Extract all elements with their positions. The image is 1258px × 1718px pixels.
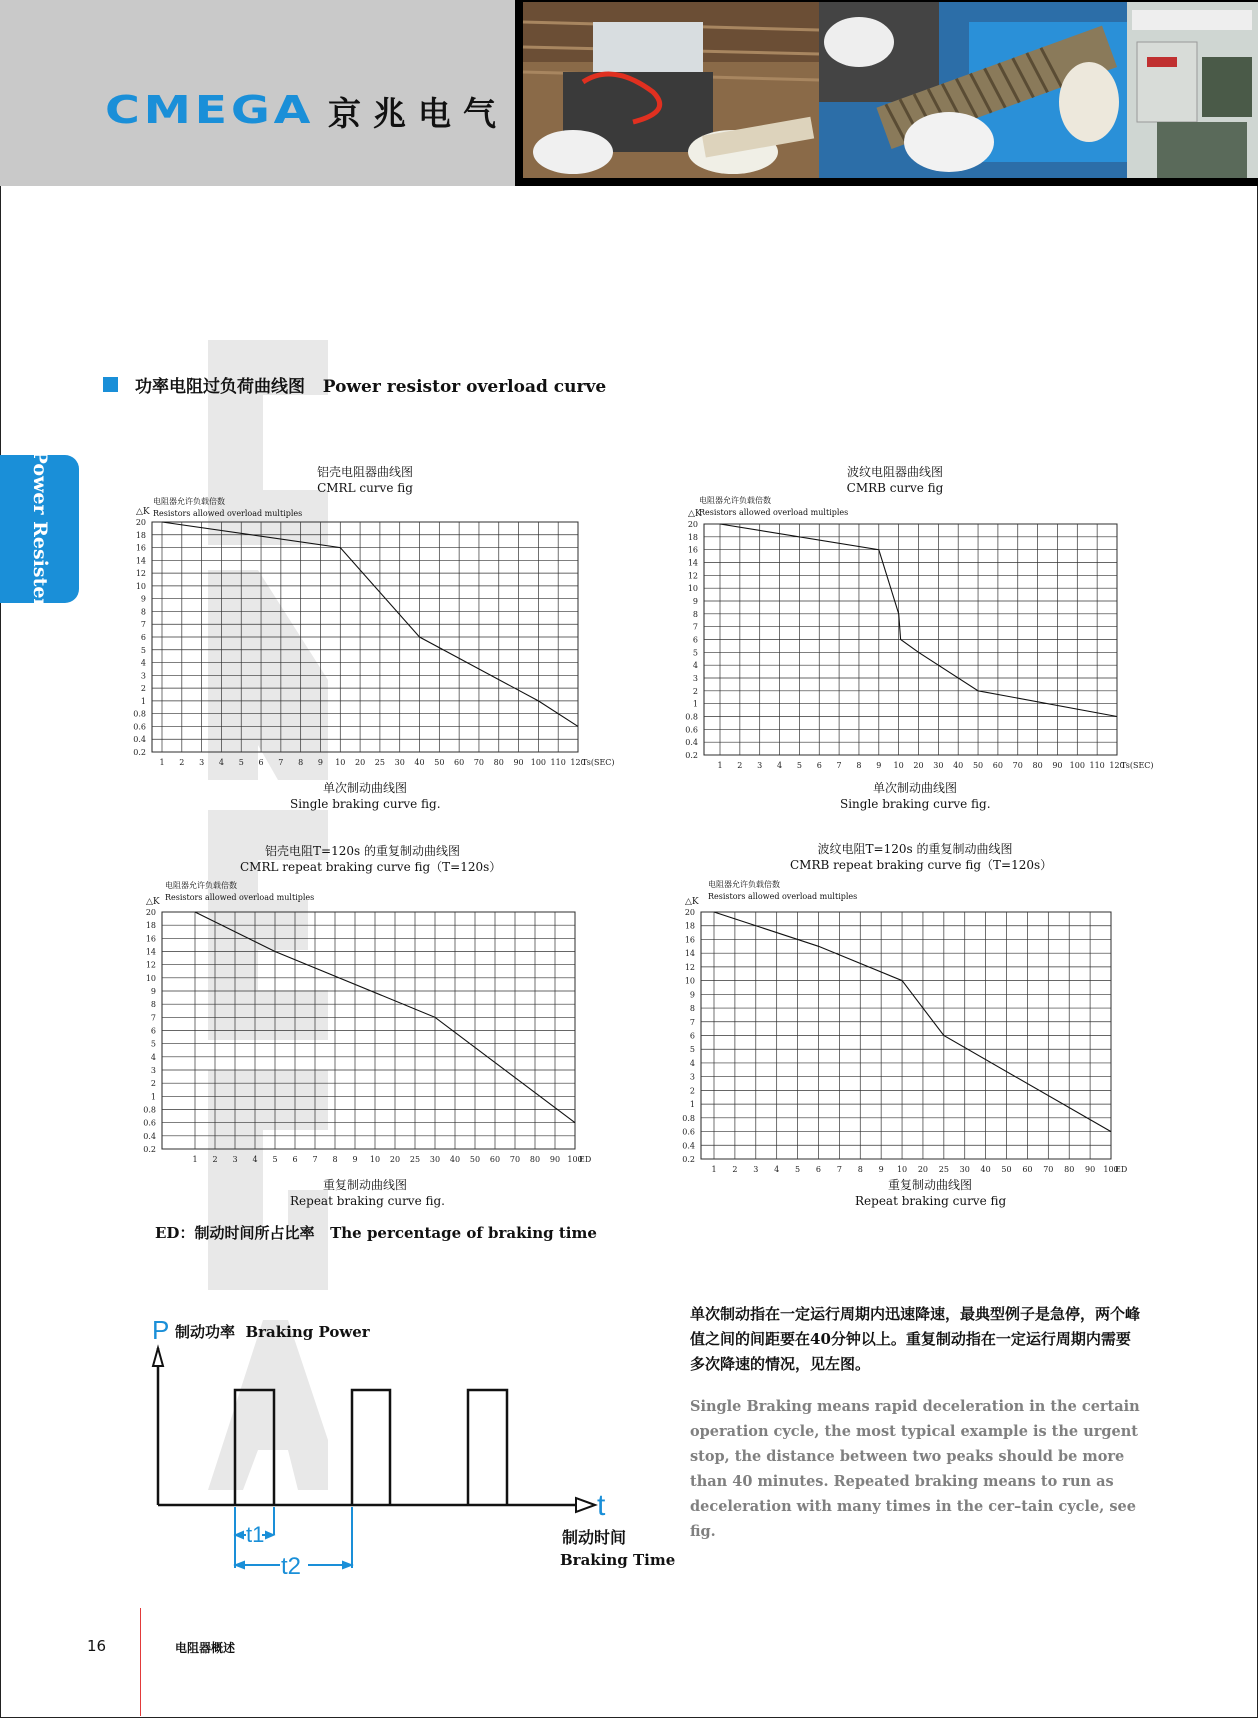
chart-4-cmrb-repeat [678,898,1153,1178]
side-tab [0,449,79,609]
braking-time-cn: 制动时间 [562,1528,627,1547]
chart-1-title: 铝壳电阻器曲线图 [316,465,413,479]
x-tick-label: 30 [394,758,405,767]
x-tick-label: 60 [1022,1165,1033,1174]
y-tick-label: 8 [689,1004,695,1014]
chart-4-title-block [790,841,1053,873]
x-tick-label: 7 [836,761,842,770]
header-banner [0,0,1258,186]
x-tick-label: 110 [1089,761,1105,770]
y-tick-label: 5 [689,1045,695,1055]
description-cn: 单次制动指在一定运行周期内迅速降速，最典型例子是急停，两个峰值之间的间距要在40分钟以上。重复制动指在一定运行周期内需要多次降速的情况，见左图。 [690,1305,1141,1373]
x-tick-label: 30 [933,761,944,770]
chart-3-title-block [240,843,502,875]
x-tick-label: 9 [876,761,882,770]
x-tick-label: 90 [1085,1165,1096,1174]
factory-assembly-photo [523,2,819,178]
y-tick-label: 0.6 [685,725,698,735]
x-tick-label: 8 [856,761,862,770]
x-tick-label: 100 [1069,761,1085,770]
chart-1-plot [133,507,614,767]
x-tick-label: 50 [1001,1165,1012,1174]
chart-2-subtitle: CMRB curve fig [846,481,944,495]
x-tick-label: 60 [489,1155,501,1164]
y-tick-label: 4 [689,1058,695,1068]
y-tick-label: 5 [692,648,698,658]
x-tick-label: 70 [1012,761,1023,770]
y-tick-label: 8 [150,1000,156,1010]
y-tick-label: 0.2 [133,748,146,757]
ed-note: ED：制动时间所占比率 The percentage of braking time [155,1224,597,1242]
x-tick-label: 120 [570,758,586,767]
chart-1-caption-block [290,780,440,812]
y-tick-label: 4 [140,658,146,668]
x-tick-label: 5 [795,1165,801,1174]
y-tick-label: 9 [692,597,698,606]
chart-1-caption-cn: 单次制动曲线图 [322,781,407,795]
y-tick-label: 0.2 [682,1155,695,1164]
x-tick-label: 9 [878,1165,884,1174]
x-tick-label: 8 [332,1155,338,1164]
braking-power-label: 制动功率 Braking Power [175,1323,370,1341]
y-axis-symbol: △K [685,897,699,907]
y-tick-label: 9 [150,987,156,996]
x-tick-label: 8 [298,758,304,767]
chart-4-plot [682,897,1127,1174]
y-tick-label: 1 [689,1100,695,1110]
chart-3-ylabel: Resistors allowed overload multiples [165,893,315,902]
chart-1-ylabel: Resistors allowed overload multiples [153,509,303,518]
y-tick-label: 9 [689,990,695,1000]
x-tick-label: 5 [238,758,244,767]
x-tick-label: 4 [218,758,224,767]
chart-4-caption-cn: 重复制动曲线图 [887,1178,972,1192]
x-tick-label: 70 [1043,1165,1054,1174]
x-tick-label: 3 [232,1155,238,1164]
x-tick-label: 1 [159,758,165,767]
x-tick-label: 1 [717,761,723,770]
y-tick-label: 12 [687,571,698,581]
time-axis-letter: t [597,1489,606,1522]
y-tick-label: 20 [684,908,695,917]
braking-time-en: Braking Time [560,1551,676,1569]
x-tick-label: 30 [959,1165,970,1174]
x-tick-label: 20 [913,761,924,770]
x-tick-label: 6 [258,758,264,767]
x-tick-label: 1 [192,1155,198,1164]
y-axis-symbol: △K [136,507,150,517]
x-tick-label: 50 [972,761,984,770]
y-tick-label: 7 [692,622,698,632]
y-tick-label: 0.8 [133,709,146,719]
y-tick-label: 7 [140,620,146,630]
x-tick-label: 70 [473,758,485,767]
x-tick-label: 40 [449,1155,461,1164]
chart-3-title: 铝壳电阻T=120s 的重复制动曲线图 [265,844,460,858]
x-tick-label: 50 [469,1155,481,1164]
chart-1-title-block [300,464,430,496]
y-tick-label: 0.2 [685,751,698,760]
y-tick-label: 1 [692,699,698,709]
y-tick-label: 0.6 [143,1118,156,1128]
footer-section: 电阻器概述 [175,1641,236,1655]
chart-2-plot [685,509,1153,770]
x-tick-label: 7 [836,1165,842,1174]
x-tick-label: 2 [179,758,185,767]
x-tick-label: 8 [857,1165,863,1174]
x-tick-label: 90 [1052,761,1063,770]
x-tick-label: 4 [777,761,783,770]
y-tick-label: 3 [692,674,698,683]
y-tick-label: 9 [140,594,146,604]
x-tick-label: 1 [711,1165,717,1174]
x-tick-label: 6 [292,1155,298,1164]
y-tick-label: 14 [145,947,156,957]
footer-divider [140,1608,141,1716]
x-unit-label: ED [1115,1165,1128,1174]
x-tick-label: 6 [816,761,822,770]
y-tick-label: 6 [150,1026,156,1036]
chart-4-caption-block [855,1177,1005,1209]
y-tick-label: 0.2 [143,1145,156,1154]
x-tick-label: 40 [414,758,425,767]
chart-3-cmrl-repeat [138,890,608,1170]
x-tick-label: 9 [317,758,324,767]
x-tick-label: 80 [493,758,504,767]
y-tick-label: 1 [150,1092,156,1102]
y-tick-label: 0.6 [682,1127,695,1137]
x-tick-label: 90 [513,758,524,767]
resistor-coil-winding-photo [819,2,1127,178]
y-axis-symbol: △K [146,897,160,907]
x-tick-label: 25 [409,1155,421,1164]
x-tick-label: 50 [434,758,445,767]
chart-2-caption-block [840,780,990,812]
chart-4-ylabel-cn: 电阻器允许负载倍数 [708,880,780,889]
y-tick-label: 0.4 [133,735,146,745]
x-tick-label: 80 [1064,1165,1075,1174]
chart-3-ylabel-cn: 电阻器允许负载倍数 [165,881,237,890]
chart-4-subtitle: CMRB repeat braking curve fig（T=120s） [790,858,1053,872]
y-tick-label: 10 [135,581,146,591]
t2-label: t2 [281,1553,302,1580]
x-tick-label: 80 [1032,761,1043,770]
x-tick-label: 20 [355,758,366,767]
section-heading [103,372,606,396]
x-tick-label: 10 [893,761,904,770]
x-tick-label: 40 [980,1165,991,1174]
y-tick-label: 18 [145,921,156,931]
x-tick-label: 60 [454,758,465,767]
chart-2-title-block [830,464,960,496]
company-logo: CMEGA [105,88,315,132]
y-tick-label: 18 [684,921,695,931]
y-tick-label: 3 [689,1072,695,1082]
y-tick-label: 6 [692,635,698,645]
x-tick-label: 40 [953,761,964,770]
y-tick-label: 14 [135,556,146,566]
side-tab-label: Power Resister [29,449,51,609]
y-tick-label: 7 [150,1013,156,1023]
x-unit-label: ED [579,1155,592,1164]
x-unit-label: Ts(SEC) [582,758,615,767]
x-tick-label: 7 [312,1155,318,1164]
x-tick-label: 4 [774,1165,780,1174]
y-tick-label: 18 [135,530,146,540]
chart-4-title: 波纹电阻T=120s 的重复制动曲线图 [817,842,1013,856]
x-tick-label: 7 [278,758,284,767]
chart-2-ylabel-cn: 电阻器允许负载倍数 [699,496,771,505]
x-tick-label: 90 [549,1155,561,1164]
header-underline [515,180,1258,186]
y-tick-label: 0.4 [682,1141,695,1151]
y-tick-label: 20 [687,520,698,529]
y-tick-label: 12 [684,962,695,972]
chart-2-caption-cn: 单次制动曲线图 [872,781,957,795]
x-tick-label: 9 [352,1155,358,1164]
x-tick-label: 5 [796,761,802,770]
x-tick-label: 20 [917,1165,929,1174]
y-tick-label: 20 [135,518,146,527]
x-tick-label: 2 [737,761,743,770]
y-tick-label: 3 [150,1066,156,1075]
y-tick-label: 0.8 [682,1113,695,1123]
y-tick-label: 10 [684,976,695,986]
braking-pulse-diagram [145,1310,675,1580]
y-tick-label: 2 [692,686,698,696]
x-tick-label: 20 [389,1155,401,1164]
y-tick-label: 4 [150,1052,156,1062]
y-tick-label: 7 [689,1017,695,1027]
y-tick-label: 5 [150,1039,156,1049]
y-tick-label: 2 [150,1079,156,1089]
description-en: Single Braking means rapid deceleration in the certain operation cycle, the most typical example is the urgent stop, the distance between two peaks should be more than 40 minutes. Repeated braking means to run as deceleration with many times in the cer–tain cycle, see fig. [690,1398,1140,1540]
y-tick-label: 3 [140,671,146,681]
chart-4-ylabel: Resistors allowed overload multiples [708,892,858,901]
x-tick-label: 3 [757,761,763,770]
y-tick-label: 8 [692,609,698,619]
x-tick-label: 25 [374,758,385,767]
y-tick-label: 12 [135,569,146,579]
y-tick-label: 12 [145,960,156,970]
y-tick-label: 0.4 [685,738,698,748]
y-tick-label: 20 [145,908,156,917]
x-tick-label: 2 [732,1165,738,1174]
y-tick-label: 10 [145,973,156,983]
y-tick-label: 4 [692,661,698,671]
y-tick-label: 16 [135,543,146,553]
blue-square-bullet [103,377,118,392]
x-tick-label: 3 [199,758,205,767]
y-tick-label: 5 [140,645,146,655]
x-tick-label: 110 [550,758,566,767]
x-unit-label: Ts(SEC) [1121,761,1154,770]
y-tick-label: 18 [687,532,698,542]
chart-1-caption: Single braking curve fig. [290,797,441,811]
y-tick-label: 6 [140,633,146,642]
y-tick-label: 14 [687,558,698,568]
header-logo-panel [0,0,515,186]
chart-3-subtitle: CMRL repeat braking curve fig（T=120s） [240,860,502,874]
chart-2-caption: Single braking curve fig. [840,797,991,811]
y-tick-label: 16 [687,545,698,555]
t1-label: t1 [246,1522,265,1547]
header-photo-strip [515,0,1258,186]
x-tick-label: 10 [369,1155,381,1164]
y-tick-label: 14 [684,949,695,959]
x-tick-label: 100 [530,758,547,767]
y-axis-symbol: △K [688,509,702,519]
chart-3-caption-block [290,1177,445,1209]
x-tick-label: 25 [938,1165,949,1174]
chart-1-ylabel-cn: 电阻器允许负载倍数 [153,497,225,506]
y-tick-label: 0.8 [685,712,698,722]
chart-3-caption-cn: 重复制动曲线图 [322,1178,407,1192]
x-tick-label: 80 [529,1155,541,1164]
chart-1-subtitle: CMRL curve fig [317,481,413,495]
y-tick-label: 8 [140,607,146,617]
x-tick-label: 10 [335,758,346,767]
x-tick-label: 10 [896,1165,908,1174]
y-tick-label: 2 [140,684,146,694]
x-tick-label: 60 [992,761,1003,770]
y-tick-label: 0.4 [143,1131,156,1141]
x-tick-label: 2 [212,1155,218,1164]
chart-3-caption: Repeat braking curve fig. [290,1194,445,1208]
chart-4-caption: Repeat braking curve fig [855,1194,1007,1208]
x-tick-label: 4 [252,1155,258,1164]
chart-2-title: 波纹电阻器曲线图 [846,465,943,479]
y-tick-label: 16 [145,934,156,944]
y-tick-label: 6 [689,1031,695,1041]
y-tick-label: 10 [687,584,698,594]
y-tick-label: 0.8 [143,1105,156,1115]
x-tick-label: 70 [509,1155,521,1164]
x-tick-label: 100 [1103,1165,1119,1174]
x-tick-label: 3 [753,1165,759,1174]
chart-2-ylabel: Resistors allowed overload multiples [699,508,849,517]
page-number: 16 [87,1637,107,1655]
x-tick-label: 5 [272,1155,278,1164]
company-name-cn: 京兆电气 [328,94,508,133]
y-tick-label: 16 [684,935,695,945]
x-tick-label: 30 [429,1155,441,1164]
x-tick-label: 6 [815,1165,822,1174]
x-tick-label: 100 [567,1155,583,1164]
y-tick-label: 1 [140,696,146,706]
y-tick-label: 2 [689,1086,695,1096]
power-axis-letter: P [152,1315,170,1345]
test-equipment-photo [1127,2,1258,178]
y-tick-label: 0.6 [133,722,146,732]
chart-3-plot [143,897,591,1164]
chart-2-cmrb [680,502,1154,777]
section-title: 功率电阻过负荷曲线图 Power resistor overload curve [135,376,607,397]
chart-1-cmrl [128,500,615,775]
x-tick-label: 120 [1109,761,1125,770]
